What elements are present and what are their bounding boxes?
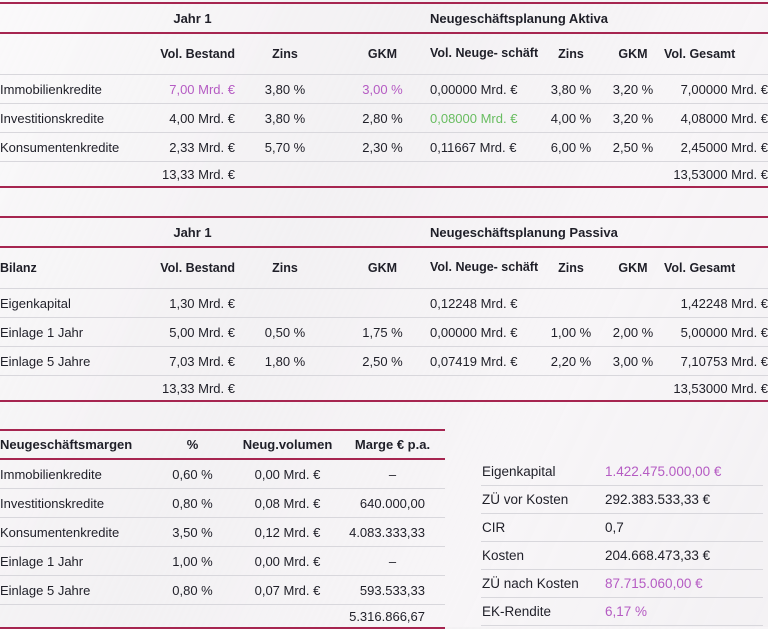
kpi-label: Eigenkapital (482, 464, 556, 479)
empty-cell (0, 605, 340, 629)
cell-volumen: 0,08 Mrd. € (235, 489, 340, 518)
cell-vol-neugeschaeft: 0,08000 Mrd. € (430, 104, 540, 133)
row-label: Konsumentenkredite (0, 518, 150, 547)
list-item (481, 598, 763, 626)
cell-gkm: 2,30 % (335, 133, 430, 162)
list-item (481, 486, 763, 514)
passiva-group-header-row (0, 217, 768, 247)
cell-percent: 0,80 % (150, 576, 235, 605)
empty-cell (235, 217, 335, 247)
row-label: Investitionskredite (0, 104, 150, 133)
cell-marge: – (340, 547, 445, 576)
total-vol-bestand: 13,33 Mrd. € (162, 166, 235, 182)
col-header-percent: % (150, 430, 235, 459)
cell-vol-neugeschaeft: 0,00000 Mrd. € (430, 318, 540, 347)
cell-vol-gesamt: 2,45000 Mrd. € (664, 133, 768, 162)
col-header-vol-neugeschaeft: Vol. Neuge- schäft (430, 247, 540, 289)
kpi-label: ZÜ nach Kosten (482, 576, 579, 591)
table-row (0, 133, 768, 162)
cell-gkm (335, 289, 430, 318)
cell-vol-gesamt: 1,42248 Mrd. € (664, 289, 768, 318)
passiva-title: Neugeschäftsplanung Passiva (430, 217, 768, 247)
empty-cell (335, 3, 430, 33)
cell-volumen: 0,12 Mrd. € (235, 518, 340, 547)
row-label: Immobilienkredite (0, 75, 150, 104)
row-label: Immobilienkredite (0, 459, 150, 489)
col-header-gkm: GKM (335, 247, 430, 289)
table-row (0, 576, 445, 605)
cell-marge: 640.000,00 (340, 489, 445, 518)
cell-vol-neugeschaeft: 0,07419 Mrd. € (430, 347, 540, 376)
table-row (0, 104, 768, 133)
cell-zins-2 (540, 289, 602, 318)
bottom-section (0, 429, 768, 629)
kpi-value: 0,7 (605, 520, 624, 535)
cell-gkm: 1,75 % (335, 318, 430, 347)
row-label: Eigenkapital (0, 289, 150, 318)
kpi-value: 204.668.473,33 € (605, 548, 711, 563)
cell-zins (235, 289, 335, 318)
aktiva-group-header-row (0, 3, 768, 33)
row-label: Einlage 5 Jahre (0, 576, 150, 605)
cell-zins-2: 4,00 % (540, 104, 602, 133)
col-header-vol-gesamt: Vol. Gesamt (664, 247, 768, 289)
col-header-neugeschaeftsmargen: Neugeschäftsmargen (0, 430, 150, 459)
cell-zins: 5,70 % (235, 133, 335, 162)
kpi-value: 292.383.533,33 € (605, 492, 711, 507)
cell-volumen: 0,00 Mrd. € (235, 547, 340, 576)
passiva-table (0, 216, 768, 402)
cell-gkm: 3,00 % (335, 75, 430, 104)
cell-percent: 1,00 % (150, 547, 235, 576)
row-label: Einlage 1 Jahr (0, 547, 150, 576)
kpi-label: Kosten (482, 548, 525, 563)
cell-zins: 3,80 % (235, 104, 335, 133)
cell-marge: 4.083.333,33 (340, 518, 445, 547)
cell-vol-gesamt: 5,00000 Mrd. € (664, 318, 768, 347)
passiva-col-label: Bilanz (0, 247, 150, 289)
table-row (0, 289, 768, 318)
kpi-label: ZÜ vor Kosten (482, 492, 569, 507)
col-header-zins: Zins (235, 247, 335, 289)
cell-vol-bestand: 1,30 Mrd. € (150, 289, 235, 318)
list-item (481, 458, 763, 486)
cell-volumen: 0,00 Mrd. € (235, 459, 340, 489)
empty-cell (335, 217, 430, 247)
cell-gkm-2: 2,50 % (602, 133, 664, 162)
empty-cell (0, 217, 150, 247)
neugeschaeftsmargen-table (0, 429, 445, 629)
empty-cell (0, 162, 150, 188)
table-row (0, 459, 445, 489)
kpi-value: 87.715.060,00 € (605, 576, 703, 591)
col-header-vol-bestand: Vol. Bestand (150, 33, 235, 75)
col-header-zins-2: Zins (540, 33, 602, 75)
aktiva-column-header-row (0, 33, 768, 75)
cell-vol-bestand: 7,03 Mrd. € (150, 347, 235, 376)
cell-zins-2: 6,00 % (540, 133, 602, 162)
row-label: Investitionskredite (0, 489, 150, 518)
table-row (0, 318, 768, 347)
spacer (0, 188, 768, 216)
aktiva-period-header: Jahr 1 (150, 3, 235, 33)
row-label: Einlage 1 Jahr (0, 318, 150, 347)
cell-percent: 0,60 % (150, 459, 235, 489)
col-header-zins-2: Zins (540, 247, 602, 289)
list-item (481, 542, 763, 570)
cell-vol-gesamt: 4,08000 Mrd. € (664, 104, 768, 133)
cell-zins-2: 3,80 % (540, 75, 602, 104)
table-row (0, 347, 768, 376)
aktiva-title: Neugeschäftsplanung Aktiva (430, 3, 768, 33)
table-row (0, 547, 445, 576)
cell-gkm-2: 3,20 % (602, 104, 664, 133)
cell-percent: 3,50 % (150, 518, 235, 547)
cell-vol-bestand: 5,00 Mrd. € (150, 318, 235, 347)
total-vol-gesamt: 13,53000 Mrd. € (673, 166, 768, 182)
totals-row (0, 605, 445, 629)
cell-zins-2: 2,20 % (540, 347, 602, 376)
col-header-zins: Zins (235, 33, 335, 75)
cell-gkm: 2,80 % (335, 104, 430, 133)
col-header-vol-gesamt: Vol. Gesamt (664, 33, 768, 75)
kpi-label: CIR (482, 520, 506, 535)
cell-volumen: 0,07 Mrd. € (235, 576, 340, 605)
col-header-marge: Marge € p.a. (340, 430, 445, 459)
cell-vol-neugeschaeft: 0,00000 Mrd. € (430, 75, 540, 104)
table-row (0, 518, 445, 547)
kpi-label: EK-Rendite (482, 604, 552, 619)
cell-gkm-2 (602, 289, 664, 318)
cell-vol-neugeschaeft: 0,11667 Mrd. € (430, 133, 540, 162)
col-header-gkm-2: GKM (602, 33, 664, 75)
row-label: Einlage 5 Jahre (0, 347, 150, 376)
cell-zins-2: 1,00 % (540, 318, 602, 347)
empty-cell (235, 162, 664, 188)
cell-percent: 0,80 % (150, 489, 235, 518)
cell-zins: 1,80 % (235, 347, 335, 376)
kpi-value: 6,17 % (605, 604, 648, 619)
col-header-vol-bestand: Vol. Bestand (150, 247, 235, 289)
list-item (481, 570, 763, 598)
cell-gkm-2: 3,20 % (602, 75, 664, 104)
margen-column-header-row (0, 430, 445, 459)
total-vol-bestand: 13,33 Mrd. € (162, 380, 235, 396)
aktiva-table (0, 2, 768, 188)
totals-row (0, 162, 768, 188)
kpi-panel (481, 458, 763, 626)
cell-gkm: 2,50 % (335, 347, 430, 376)
cell-vol-neugeschaeft: 0,12248 Mrd. € (430, 289, 540, 318)
cell-vol-bestand: 4,00 Mrd. € (150, 104, 235, 133)
total-marge: 5.316.866,67 (349, 608, 425, 624)
row-label: Konsumentenkredite (0, 133, 150, 162)
col-header-gkm-2: GKM (602, 247, 664, 289)
list-item (481, 514, 763, 542)
cell-gkm-2: 3,00 % (602, 347, 664, 376)
passiva-period-header: Jahr 1 (150, 217, 235, 247)
cell-zins: 0,50 % (235, 318, 335, 347)
empty-cell (0, 3, 150, 33)
cell-vol-bestand: 2,33 Mrd. € (150, 133, 235, 162)
kpi-value: 1.422.475.000,00 € (605, 464, 722, 479)
cell-marge: – (340, 459, 445, 489)
empty-cell (235, 376, 664, 402)
total-vol-gesamt: 13,53000 Mrd. € (673, 380, 768, 396)
cell-vol-bestand: 7,00 Mrd. € (150, 75, 235, 104)
cell-vol-gesamt: 7,10753 Mrd. € (664, 347, 768, 376)
cell-vol-gesamt: 7,00000 Mrd. € (664, 75, 768, 104)
passiva-column-header-row (0, 247, 768, 289)
col-header-vol-neugeschaeft: Vol. Neuge- schäft (430, 33, 540, 75)
table-row (0, 75, 768, 104)
col-header-neugvolumen: Neug.volumen (235, 430, 340, 459)
aktiva-col-label (0, 33, 150, 75)
spacer (0, 402, 768, 429)
table-row (0, 489, 445, 518)
empty-cell (235, 3, 335, 33)
cell-zins: 3,80 % (235, 75, 335, 104)
totals-row (0, 376, 768, 402)
col-header-gkm: GKM (335, 33, 430, 75)
empty-cell (0, 376, 150, 402)
cell-marge: 593.533,33 (340, 576, 445, 605)
cell-gkm-2: 2,00 % (602, 318, 664, 347)
